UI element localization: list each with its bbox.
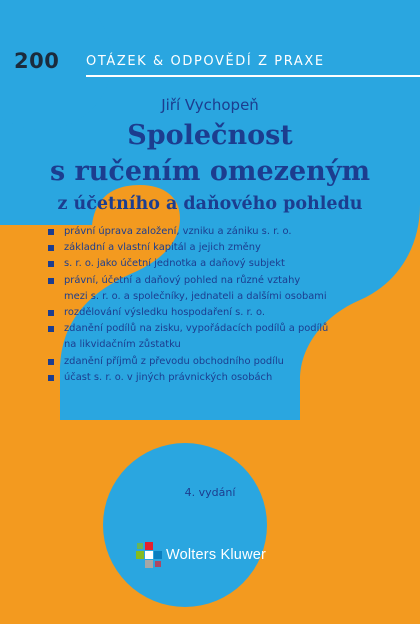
series-number: 200 (14, 49, 60, 73)
book-title-line-2: s ručením omezeným (49, 156, 371, 187)
topic-text-continuation: mezi s. r. o. a společníky, jednateli a dalšími osobami (64, 290, 327, 302)
topic-text-continuation: na likvidačním zůstatku (64, 339, 181, 351)
blue-dot-shape (103, 443, 267, 607)
series-label: OTÁZEK & ODPOVĚDÍ Z PRAXE (86, 54, 325, 69)
topic-text: s. r. o. jako účetní jednotka a daňový subjekt (64, 258, 285, 270)
topic-text: právní, účetní a daňový pohled na různé vztahy (64, 274, 301, 286)
book-subtitle: z účetního a daňového pohledu (57, 194, 363, 214)
topic-text: účast s. r. o. v jiných právnických osobách (64, 371, 273, 383)
square-bullet-icon (48, 359, 54, 365)
topic-text: rozdělování výsledku hospodaření s. r. o. (64, 307, 265, 319)
topic-item (48, 305, 408, 321)
square-bullet-icon (48, 261, 54, 267)
book-title-line-1: Společnost (127, 120, 293, 151)
square-bullet-icon (48, 229, 54, 235)
topic-item (48, 321, 408, 353)
topic-item (48, 256, 408, 272)
square-bullet-icon (48, 326, 54, 332)
series-banner (86, 52, 420, 79)
topics-list (48, 224, 408, 386)
topic-text: základní a vlastní kapitál a jejich změny (64, 242, 261, 254)
topic-item (48, 354, 408, 370)
topic-item (48, 273, 408, 305)
square-bullet-icon (48, 310, 54, 316)
topic-item (48, 224, 408, 240)
topic-text: zdanění podílů na zisku, vypořádacích podílů a podílů (64, 323, 329, 335)
topic-item (48, 240, 408, 256)
edition-label: 4. vydání (184, 486, 236, 499)
square-bullet-icon (48, 245, 54, 251)
publisher-name: Wolters Kluwer (166, 547, 267, 563)
square-bullet-icon (48, 375, 54, 381)
topic-item (48, 370, 408, 386)
series-underline (86, 75, 420, 77)
publisher-logo (136, 541, 266, 569)
topic-text: zdanění příjmů z převodu obchodního podílu (64, 355, 284, 367)
wolters-kluwer-mosaic-icon (136, 542, 162, 568)
square-bullet-icon (48, 278, 54, 284)
topic-text: právní úprava založení, vzniku a zániku s. r. o. (64, 226, 292, 237)
author-name: Jiří Vychopeň (161, 96, 259, 114)
